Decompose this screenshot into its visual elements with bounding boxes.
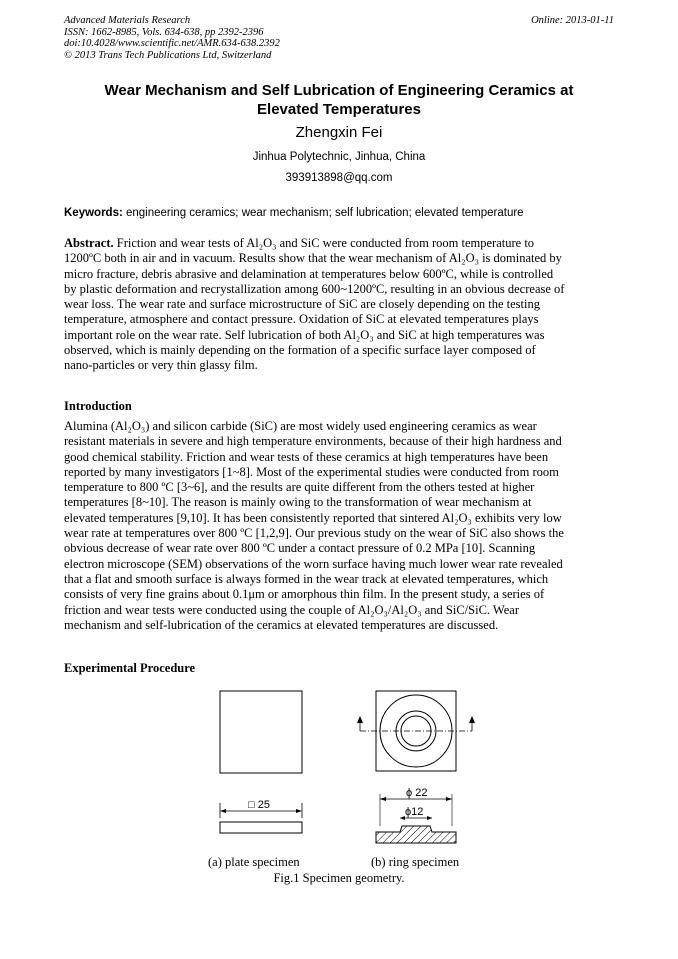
intro-line: good chemical stability. Friction and wear tests of these ceramics at high temperatures have been xyxy=(64,449,549,464)
abstract-line: important role on the wear rate. Self lubrication of both Al₂O₃ and SiC at high temperatures was xyxy=(64,327,545,342)
author-email: 393913898@qq.com xyxy=(285,172,393,184)
keywords xyxy=(64,207,614,219)
header-left xyxy=(64,15,280,61)
affiliation: Jinhua Polytechnic, Jinhua, China xyxy=(252,151,426,163)
plate-top-view xyxy=(220,691,302,773)
ring-dimension-inner xyxy=(400,806,432,820)
intro-line: temperatures [8~10]. The reason is mainly owing to the transformation of wear mechanism at xyxy=(64,495,532,510)
online-date: Online: 2013-01-11 xyxy=(531,15,614,26)
keywords-label: Keywords: xyxy=(64,207,123,219)
abstract xyxy=(64,236,614,374)
intro-line: that a flat and smooth surface is always formed in the wear track at elevated temperatures, which xyxy=(64,571,549,586)
journal-name: Advanced Materials Research xyxy=(64,15,191,26)
abstract-line: by plastic deformation and recrystallization among 600~1200ºC, resulting in an obvious decrease of xyxy=(64,281,565,296)
introduction-body xyxy=(64,419,614,633)
doi: doi:10.4028/www.scientific.net/AMR.634-638.2392 xyxy=(64,38,280,49)
issn: ISSN: 1662-8985, Vols. 634-638, pp 2392-2396 xyxy=(64,26,264,38)
ring-top-view xyxy=(357,691,475,771)
ring-outer-label: ϕ 22 xyxy=(406,787,428,799)
caption-ring: (b) ring specimen xyxy=(371,855,460,869)
intro-line: friction and wear tests were conducted using the couple of Al₂O₃/Al₂O₃ and SiC/SiC. Wear xyxy=(64,602,519,617)
abstract-line: observed, which is mainly depending on the formation of a specific surface layer composed of xyxy=(64,343,536,358)
plate-side-view xyxy=(220,822,302,833)
abstract-line: nano-particles or very thin glassy film. xyxy=(64,358,258,373)
experimental-heading: Experimental Procedure xyxy=(64,661,196,675)
copyright: © 2013 Trans Tech Publications Ltd, Switzerland xyxy=(64,49,272,61)
ring-inner-label: ϕ12 xyxy=(405,806,424,818)
intro-line: resistant materials in severe and high temperature environments, because of their high hardness and xyxy=(64,434,562,449)
intro-line: Alumina (Al₂O₃) and silicon carbide (SiC) are most widely used engineering ceramics as wear xyxy=(64,419,537,433)
specimen-figure xyxy=(200,686,500,866)
caption-plate: (a) plate specimen xyxy=(208,855,300,869)
intro-line: obvious decrease of wear rate over 800 ºC under a contact pressure of 0.2 MPa [10]. Scanning xyxy=(64,541,536,556)
keywords-text: engineering ceramics; wear mechanism; self lubrication; elevated temperature xyxy=(122,207,524,219)
author-name: Zhengxin Fei xyxy=(295,124,383,141)
figure-caption: Fig.1 Specimen geometry. xyxy=(273,871,405,885)
intro-line: temperature to 800 ºC [3~6], and the results are quite different from the others tested at higher xyxy=(64,480,535,495)
intro-line: elevated temperatures [9,10]. It has been consistently reported that sintered Al₂O₃ exhibits very low xyxy=(64,510,562,525)
intro-line: consists of very fine grains about 0.1μm or amorphous thin film. In the present study, a series of xyxy=(64,587,545,602)
abstract-line: temperature, atmosphere and contact pressure. Oxidation of SiC at elevated temperatures plays xyxy=(64,312,539,327)
plate-dimension xyxy=(220,799,302,818)
intro-line: wear rate at temperatures over 800 ºC [1,2,9]. Our previous study on the wear of SiC also shows the xyxy=(64,526,564,541)
intro-line: reported by many investigators [1~8]. Most of the experimental studies were conducted from room xyxy=(64,464,559,479)
intro-line: electron microscope (SEM) observations of the worn surface having much lower wear rate revealed xyxy=(64,556,563,571)
ring-side-view xyxy=(376,826,456,843)
abstract-line: wear loss. The wear rate and surface microstructure of SiC are closely depending on the testing xyxy=(64,297,540,312)
title-line-2: Elevated Temperatures xyxy=(257,101,421,118)
intro-line: mechanism and self-lubrication of the ceramics at elevated temperatures are discussed. xyxy=(64,617,499,632)
introduction-heading: Introduction xyxy=(64,399,132,413)
plate-dim-label: □ 25 xyxy=(248,799,270,811)
title-line-1: Wear Mechanism and Self Lubrication of Engineering Ceramics at xyxy=(104,82,574,99)
abstract-label: Abstract. xyxy=(64,236,114,250)
abstract-line: Abstract. Friction and wear tests of Al₂O₃ and SiC were conducted from room temperature to xyxy=(64,236,535,250)
abstract-line: 1200ºC both in air and in vacuum. Results show that the wear mechanism of Al₂O₃ is dominated by xyxy=(64,251,562,266)
paper-title xyxy=(64,81,614,119)
abstract-line: micro fracture, debris abrasive and delamination at temperatures below 600ºC, while is controlled xyxy=(64,266,554,281)
